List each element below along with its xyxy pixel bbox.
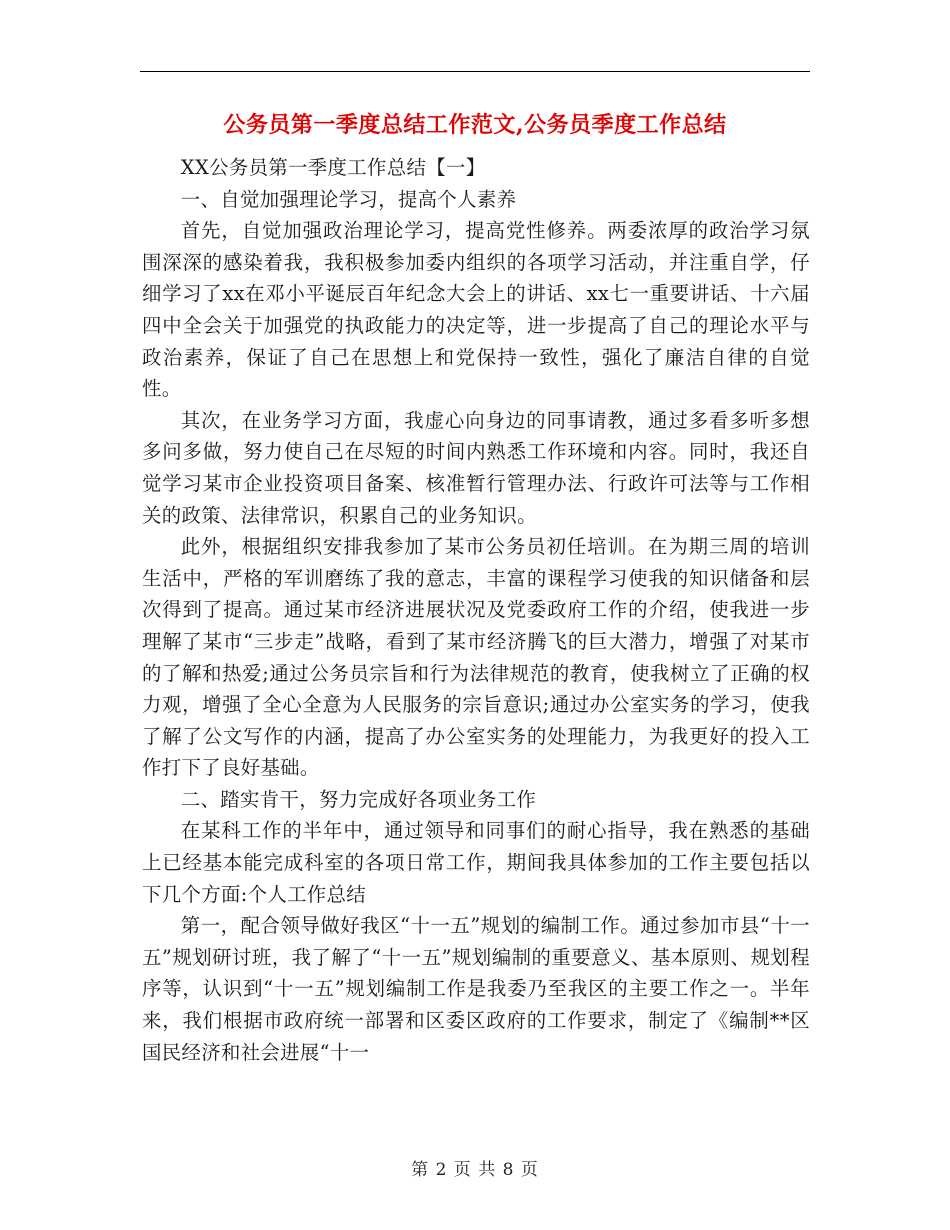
- page-number: 第 2 页 共 8 页: [411, 1160, 539, 1180]
- document-body: [142, 152, 810, 1068]
- document-title: 公务员第一季度总结工作范文,公务员季度工作总结: [223, 112, 727, 138]
- paragraph: 在某科工作的半年中，通过领导和同事们的耐心指导，我在熟悉的基础上已经基本能完成科室的各项日常工作，期间我具体参加的工作主要包括以下几个方面:个人工作总结: [142, 819, 810, 906]
- header-rule: [140, 71, 810, 72]
- paragraph: 第一，配合领导做好我区“十一五”规划的编制工作。通过参加市县“十一五”规划研讨班，我了解了“十一五”规划编制的重要意义、基本原则、规划程序等，认识到“十一五”规划编制工作是我委乃至我区的主要工作之一。半年来，我们根据市政府统一部署和区委区政府的工作要求，制定了《编制**区国民经济和社会进展“十一: [142, 914, 810, 1064]
- paragraph: 此外，根据组织安排我参加了某市公务员初任培训。在为期三周的培训生活中，严格的军训磨练了我的意志，丰富的课程学习使我的知识储备和层次得到了提高。通过某市经济进展状况及党委政府工作的介绍，使我进一步理解了某市“三步走”战略，看到了某市经济腾飞的巨大潜力，增强了对某市的了解和热爱;通过公务员宗旨和行为法律规范的教育，使我树立了正确的权力观，增强了全心全意为人民服务的宗旨意识;通过办公室实务的学习，使我了解了公文写作的内涵，提高了办公室实务的处理能力，为我更好的投入工作打下了良好基础。: [142, 535, 810, 780]
- paragraph: 其次，在业务学习方面，我虚心向身边的同事请教，通过多看多听多想多问多做，努力使自己在尽短的时间内熟悉工作环境和内容。同时，我还自觉学习某市企业投资项目备案、核准暂行管理办法、行政许可法等与工作相关的政策、法律常识，积累自己的业务知识。: [142, 408, 810, 527]
- paragraph: 首先，自觉加强政治理论学习，提高党性修养。两委浓厚的政治学习氛围深深的感染着我，我积极参加委内组织的各项学习活动，并注重自学，仔细学习了xx在邓小平诞辰百年纪念大会上的讲话、xx七一重要讲话、十六届四中全会关于加强党的执政能力的决定等，进一步提高了自己的理论水平与政治素养，保证了自己在思想上和党保持一致性，强化了廉洁自律的自觉性。: [142, 219, 810, 401]
- section-heading-2: 二、踏实肯干，努力完成好各项业务工作: [180, 787, 537, 811]
- section-heading-1: 一、自觉加强理论学习，提高个人素养: [180, 187, 517, 211]
- paragraph-subtitle: XX公务员第一季度工作总结【一】: [180, 156, 486, 179]
